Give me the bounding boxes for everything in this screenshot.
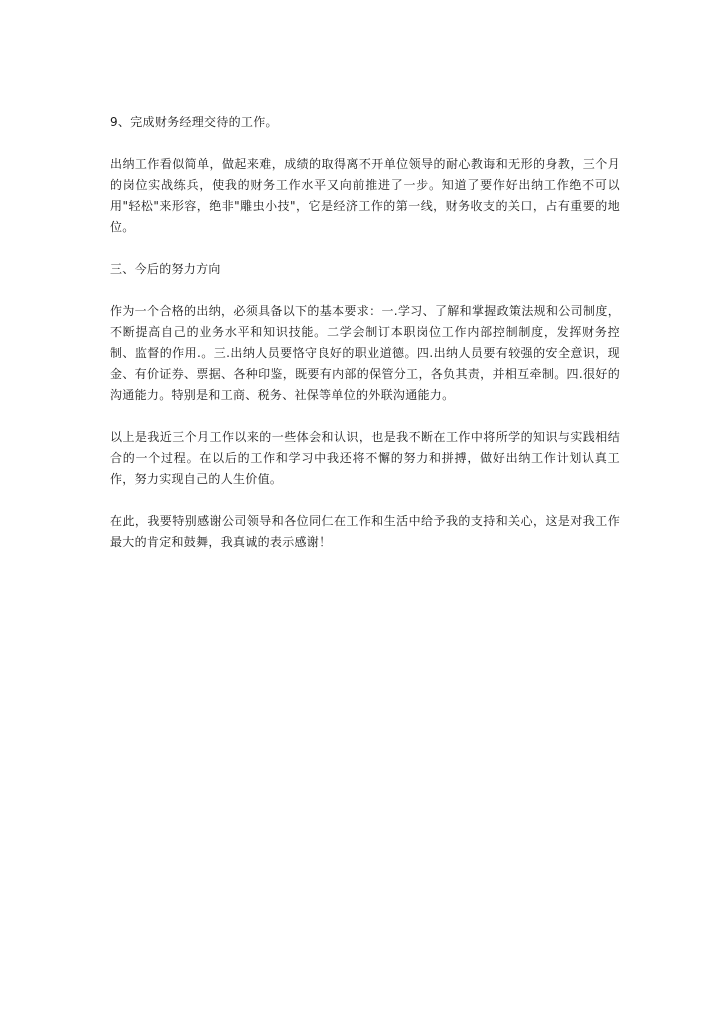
reflection-paragraph: 以上是我近三个月工作以来的一些体会和认识，也是我不断在工作中将所学的知识与实践相结合的一个过程。在以后的工作和学习中我还将不懈的努力和拼搏，做好出纳工作计划认真工作，努力实现自己的人生价值。 (110, 430, 620, 486)
task-item-9: 9、完成财务经理交待的工作。 (110, 115, 278, 129)
requirements-paragraph: 作为一个合格的出纳，必须具备以下的基本要求：一.学习、了解和掌握政策法规和公司制度，不断提高自己的业务水平和知识技能。二学会制订本职岗位工作内部控制制度，发挥财务控制、监督的作用.。三.出纳人员要恪守良好的职业道德。四.出纳人员要有较强的安全意识，现金、有价证券、票据、各种印鉴，既要有内部的保管分工，各负其责，并相互牵制。四.很好的沟通能力。特别是和工商、税务、社保等单位的外联沟通能力。 (110, 304, 620, 402)
section-heading-future-direction: 三、今后的努力方向 (110, 262, 221, 276)
document-body (110, 112, 620, 553)
thanks-paragraph: 在此，我要特别感谢公司领导和各位同仁在工作和生活中给予我的支持和关心，这是对我工作最大的肯定和鼓舞，我真诚的表示感谢！ (110, 514, 620, 549)
work-experience-paragraph: 出纳工作看似简单，做起来难，成绩的取得离不开单位领导的耐心教诲和无形的身教，三个月的岗位实战练兵，使我的财务工作水平又向前推进了一步。知道了要作好出纳工作绝不可以用"轻松"来形容，绝非"雕虫小技"，它是经济工作的第一线，财务收支的关口，占有重要的地位。 (110, 157, 620, 234)
